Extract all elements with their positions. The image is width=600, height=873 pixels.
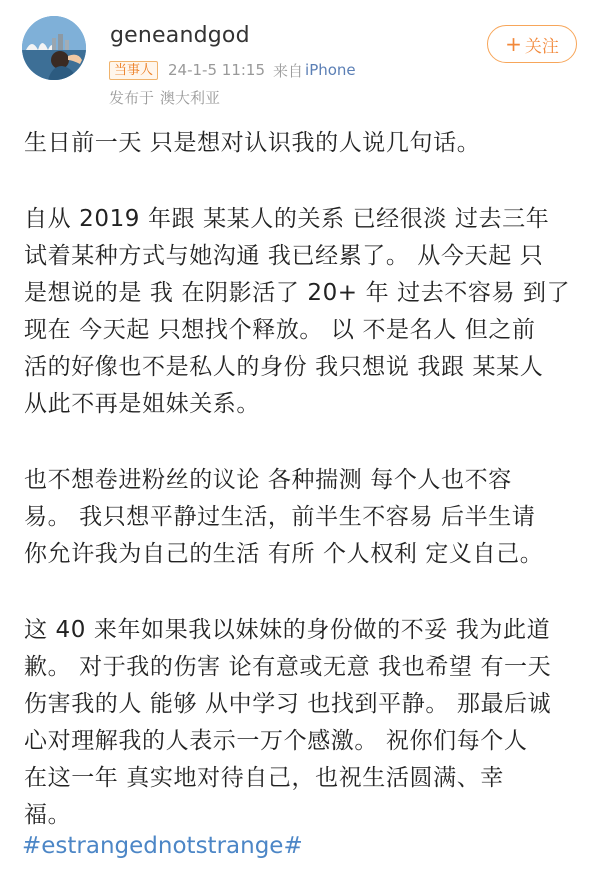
source-link[interactable]: iPhone xyxy=(305,61,356,79)
text-line: 从此不再是姐妹关系。 xyxy=(24,391,260,417)
post-paragraph xyxy=(24,612,584,834)
text-line: 福。 xyxy=(24,802,72,828)
text-line: 是想说的是 我 在阴影活了 20+ 年 过去不容易 到了 xyxy=(24,280,571,306)
post-paragraph xyxy=(24,201,584,423)
text-line: 你允许我为自己的生活 有所 个人权利 定义自己。 xyxy=(24,541,544,567)
post-paragraph xyxy=(24,462,584,573)
text-line: 试着某种方式与她沟通 我已经累了。 从今天起 只 xyxy=(24,243,544,269)
text-line: 也不想卷进粉丝的议论 各种揣测 每个人也不容 xyxy=(24,467,512,493)
avatar[interactable] xyxy=(22,16,86,80)
post-body xyxy=(24,125,584,873)
text-line: 生日前一天 只是想对认识我的人说几句话。 xyxy=(24,130,481,156)
text-line: 心对理解我的人表示一万个感激。 祝你们每个人 xyxy=(24,728,528,754)
post-paragraph xyxy=(24,125,584,162)
text-line: 这 40 来年如果我以妹妹的身份做的不妥 我为此道 xyxy=(24,617,551,643)
hashtag-link[interactable]: #estrangednotstrange# xyxy=(22,833,303,859)
plus-icon: + xyxy=(505,32,522,56)
location-value: 澳大利亚 xyxy=(160,89,221,107)
text-line: 活的好像也不是私人的身份 我只想说 我跟 某某人 xyxy=(24,354,544,380)
post-timestamp: 24-1-5 11:15 xyxy=(168,61,266,79)
post-header xyxy=(0,0,600,110)
text-line: 伤害我的人 能够 从中学习 也找到平静。 那最后诚 xyxy=(24,691,552,717)
avatar-image xyxy=(22,16,86,80)
location-line xyxy=(109,87,220,108)
text-line: 易。 我只想平静过生活，前半生不容易 后半生请 xyxy=(24,504,536,530)
source-prefix: 来自 xyxy=(273,61,304,80)
follow-button[interactable] xyxy=(487,25,577,63)
post-meta xyxy=(109,59,356,81)
text-line: 在这一年 真实地对待自己，也祝生活圆满、幸 xyxy=(24,765,504,791)
text-line: 歉。 对于我的伤害 论有意或无意 我也希望 有一天 xyxy=(24,654,552,680)
status-badge: 当事人 xyxy=(109,61,158,80)
text-line: 现在 今天起 只想找个释放。 以 不是名人 但之前 xyxy=(24,317,536,343)
username[interactable]: geneandgod xyxy=(110,23,250,48)
location-prefix: 发布于 xyxy=(109,89,155,107)
text-line: 自从 2019 年跟 某某人的关系 已经很淡 过去三年 xyxy=(24,206,550,232)
follow-label: 关注 xyxy=(524,36,559,57)
